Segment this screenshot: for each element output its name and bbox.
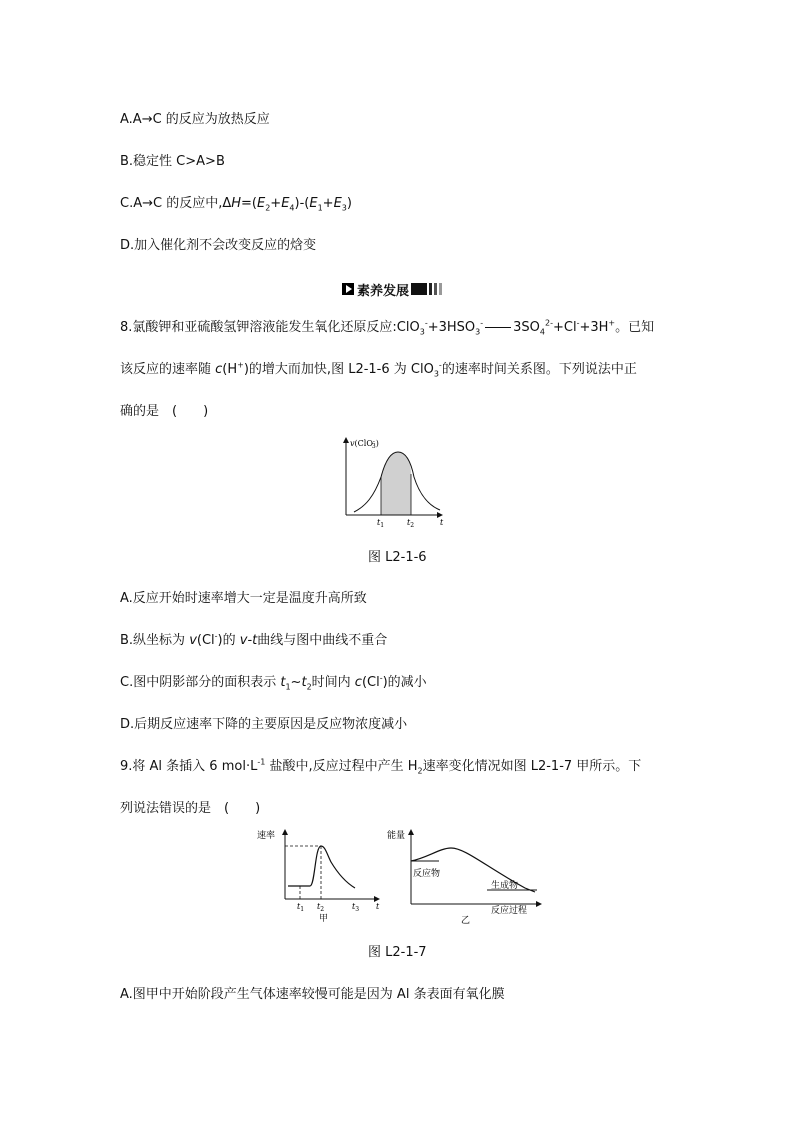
graph-jia <box>257 829 380 924</box>
q8-l2-d: )的增大而加快,图 L2-1-6 为 ClO <box>243 362 434 377</box>
q8-option-b: B.纵坐标为 v(Cl-)的 v-t曲线与图中曲线不重合 <box>120 631 388 648</box>
q8-l2-b: (H <box>222 362 238 377</box>
q8-stem-line2: 该反应的速率随 c(H+)的增大而加快,图 L2-1-6 为 ClO$_3$-的速率时间关系图。下列说法中正 <box>120 360 637 379</box>
q8-c-t1: t <box>280 675 286 690</box>
tick-t1: $t_1$ <box>377 518 385 529</box>
q8-c-e: )的减小 <box>382 675 427 690</box>
figure-caption-l2-1-7: 图 L2-1-7 <box>368 945 427 960</box>
q8-c-c: c <box>354 675 362 690</box>
graph-yi <box>387 829 541 926</box>
shaded-area <box>381 452 411 515</box>
banner-decoration-bars <box>411 283 445 295</box>
q7-c-prefix: C.A→C 的反应中,Δ <box>120 196 232 211</box>
q8-l2-c: c <box>215 362 223 377</box>
q9-stem-line1: 9.将 Al 条插入 6 $mol\cdot L^{-1}$ 盐酸中,反应过程中产生 $H_2$速率变化情况如图 L2-1-7 甲所示。下 <box>120 757 642 776</box>
q8-c-t2: t <box>301 675 307 690</box>
q8-b-vt: v <box>239 633 248 648</box>
jia-tick-t2: $t_2$ <box>317 902 325 913</box>
q7-option-c: C.A→C 的反应中$,\Delta H=(E_2+E_4)-(E_1+E_3)$ <box>120 196 352 213</box>
q8-l1-a: 8.氯酸钾和亚硫酸氢钾溶液能发生氧化还原反应:ClO <box>120 320 420 335</box>
q7-c-eq: =( <box>241 196 257 211</box>
q8-l1-c: 3SO <box>513 320 540 335</box>
q8-option-a: A.反应开始时速率增大一定是温度升高所致 <box>120 591 367 606</box>
q9-l1-a: 9.将 Al 条插入 6 mol·L <box>120 759 258 774</box>
q8-stem-line1: 8.氯酸钾和亚硫酸氢钾溶液能发生氧化还原反应$:ClO_3^-+3HSO_3^-$ $3SO_4^{2-}+Cl^-+3H^+$。已知 <box>120 318 655 337</box>
figure-l2-1-7 <box>255 826 545 926</box>
q7-c-e4: E <box>281 196 290 211</box>
q8-stem-line3: 确的是 ( ) <box>120 404 209 419</box>
yi-ylabel: 能量 <box>387 831 406 841</box>
yi-xlabel: 反应过程 <box>491 906 528 916</box>
play-icon <box>342 283 354 295</box>
yi-product: 生成物 <box>491 881 519 891</box>
q7-option-b: B.稳定性 C>A>B <box>120 154 225 169</box>
tick-t2: $t_2$ <box>407 518 415 529</box>
q8-l2-a: 该反应的速率随 <box>120 362 216 377</box>
section-banner <box>342 281 445 297</box>
q8-l1-b: +3HSO <box>427 320 476 335</box>
q7-c-plus2: + <box>322 196 334 211</box>
q8-c-a: C.图中阴影部分的面积表示 <box>120 675 281 690</box>
q8-option-d: D.后期反应速率下降的主要原因是反应物浓度减小 <box>120 717 408 732</box>
q8-b-a: B.纵坐标为 <box>120 633 190 648</box>
q9-option-a: A.图甲中开始阶段产生气体速率较慢可能是因为 Al 条表面有氧化膜 <box>120 987 505 1002</box>
axis-t: t <box>440 518 444 527</box>
q7-c-h: H <box>231 196 242 211</box>
jia-axis-t: t <box>376 902 380 911</box>
q7-c-plus1: + <box>270 196 282 211</box>
yi-name: 乙 <box>461 916 471 926</box>
q9-l1-c: 速率变化情况如图 L2-1-7 甲所示。下 <box>422 759 642 774</box>
q8-b-b: (Cl <box>196 633 215 648</box>
figure-l2-1-6 <box>336 432 456 532</box>
q8-b-c: )的 <box>217 633 240 648</box>
q8-c-d: (Cl <box>361 675 380 690</box>
jia-ylabel: 速率 <box>257 831 276 841</box>
q7-option-d: D.加入催化剂不会改变反应的焓变 <box>120 238 317 253</box>
q7-c-e3: E <box>333 196 342 211</box>
jia-tick-t1: $t_1$ <box>297 902 305 913</box>
q7-c-e2: E <box>256 196 266 211</box>
q8-option-c: C.图中阴影部分的面积表示 $t_1\sim t_2$时间内 c(Cl-)的减小 <box>120 673 427 692</box>
yi-reactant: 反应物 <box>413 869 441 879</box>
q8-b-v: v <box>189 633 197 648</box>
q8-l2-e: 的速率时间关系图。下列说法中正 <box>441 362 637 377</box>
q8-c-b: 时间内 <box>311 675 355 690</box>
q7-option-a: A.A→C 的反应为放热反应 <box>120 112 270 127</box>
q7-c-mid: )-( <box>294 196 310 211</box>
q8-l1-e: +3H <box>579 320 609 335</box>
jia-tick-t3: $t_3$ <box>352 902 360 913</box>
figure-caption-l2-1-6: 图 L2-1-6 <box>368 550 427 565</box>
jia-name: 甲 <box>319 914 329 924</box>
q8-b-t: t <box>252 633 258 648</box>
q8-l1-d: +Cl <box>552 320 577 335</box>
q7-c-e1: E <box>309 196 318 211</box>
graph-ylabel: v(ClO-3) <box>350 438 379 450</box>
q7-c-end: ) <box>346 196 352 211</box>
q9-stem-line2: 列说法错误的是 ( ) <box>120 801 261 816</box>
section-banner-title: 素养发展 <box>357 283 410 299</box>
q8-l1-f: 。已知 <box>615 320 655 335</box>
q8-b-d: 曲线与图中曲线不重合 <box>257 633 388 648</box>
q9-l1-b: 盐酸中,反应过程中产生 H <box>265 759 418 774</box>
